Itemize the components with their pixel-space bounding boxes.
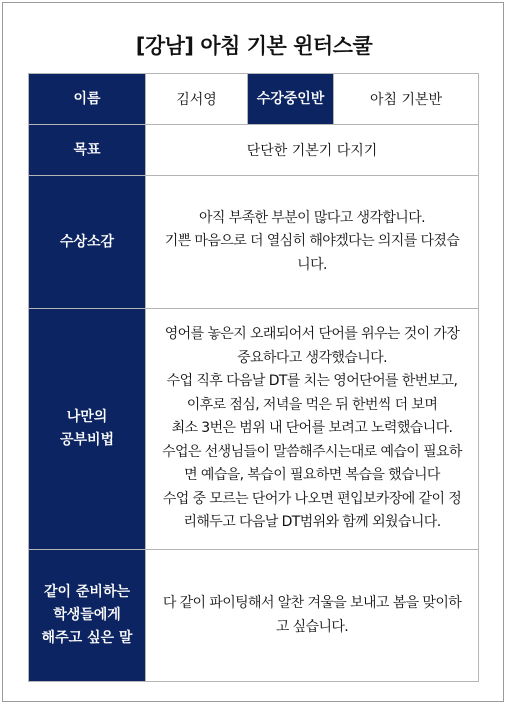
message-label-line: 같이 준비하는 [43,584,131,600]
impression-label: 수상소감 [29,176,146,309]
goal-label: 목표 [29,125,146,176]
message-row [29,550,479,682]
message-text [146,550,479,682]
message-label [29,550,146,682]
method-row [29,309,479,550]
method-label [29,309,146,550]
class-label: 수강중인반 [248,74,334,125]
name-label: 이름 [29,74,146,125]
method-line: 수업 직후 다음날 DT를 치는 영어단어를 한번보고, [166,373,458,390]
goal-row [29,125,479,176]
method-line: 중요하다고 생각했습니다. [237,349,387,366]
page-title: [강남] 아침 기본 윈터스쿨 [135,34,373,58]
method-line: 면 예습을, 복습이 필요하면 복습을 했습니다 [184,467,440,484]
method-text [146,309,479,550]
message-label-line: 학생들에게 [53,607,121,623]
method-line: 최소 3번은 범위 내 단어를 보려고 노력했습니다. [171,420,453,437]
profile-table [28,73,479,682]
method-line: 영어를 놓은지 오래되어서 단어를 위우는 것이 가장 [164,326,460,343]
message-line: 다 같이 파이팅해서 알찬 겨울을 보내고 봄을 맞이하 [162,595,462,611]
method-line: 수업은 선생님들이 말씀해주시는대로 예습이 필요하 [162,443,462,460]
name-row [29,74,479,125]
name-value: 김서영 [146,74,248,125]
class-value: 아침 기본반 [334,74,479,125]
message-line: 고 싶습니다. [275,618,349,635]
method-label-line: 공부비법 [59,432,115,448]
impression-line: 아직 부족한 부분이 많다고 생각합니다. [198,209,426,226]
impression-row [29,176,479,309]
method-line: 이후로 점심, 저녁을 먹은 뒤 한번씩 더 보며 [186,396,438,413]
impression-text [146,176,479,309]
impression-line: 니다. [297,256,327,273]
goal-value: 단단한 기본기 다지기 [146,125,479,176]
method-line: 수업 중 모르는 단어가 나오면 편입보카장에 같이 정 [162,490,462,507]
method-line: 리해두고 다음날 DT범위와 함께 외웠습니다. [183,514,441,531]
impression-line: 기쁜 마음으로 더 열심히 해야겠다는 의지를 다졌습 [164,233,460,250]
message-label-line: 해주고 싶은 말 [41,630,133,646]
method-label-line: 나만의 [66,409,108,425]
